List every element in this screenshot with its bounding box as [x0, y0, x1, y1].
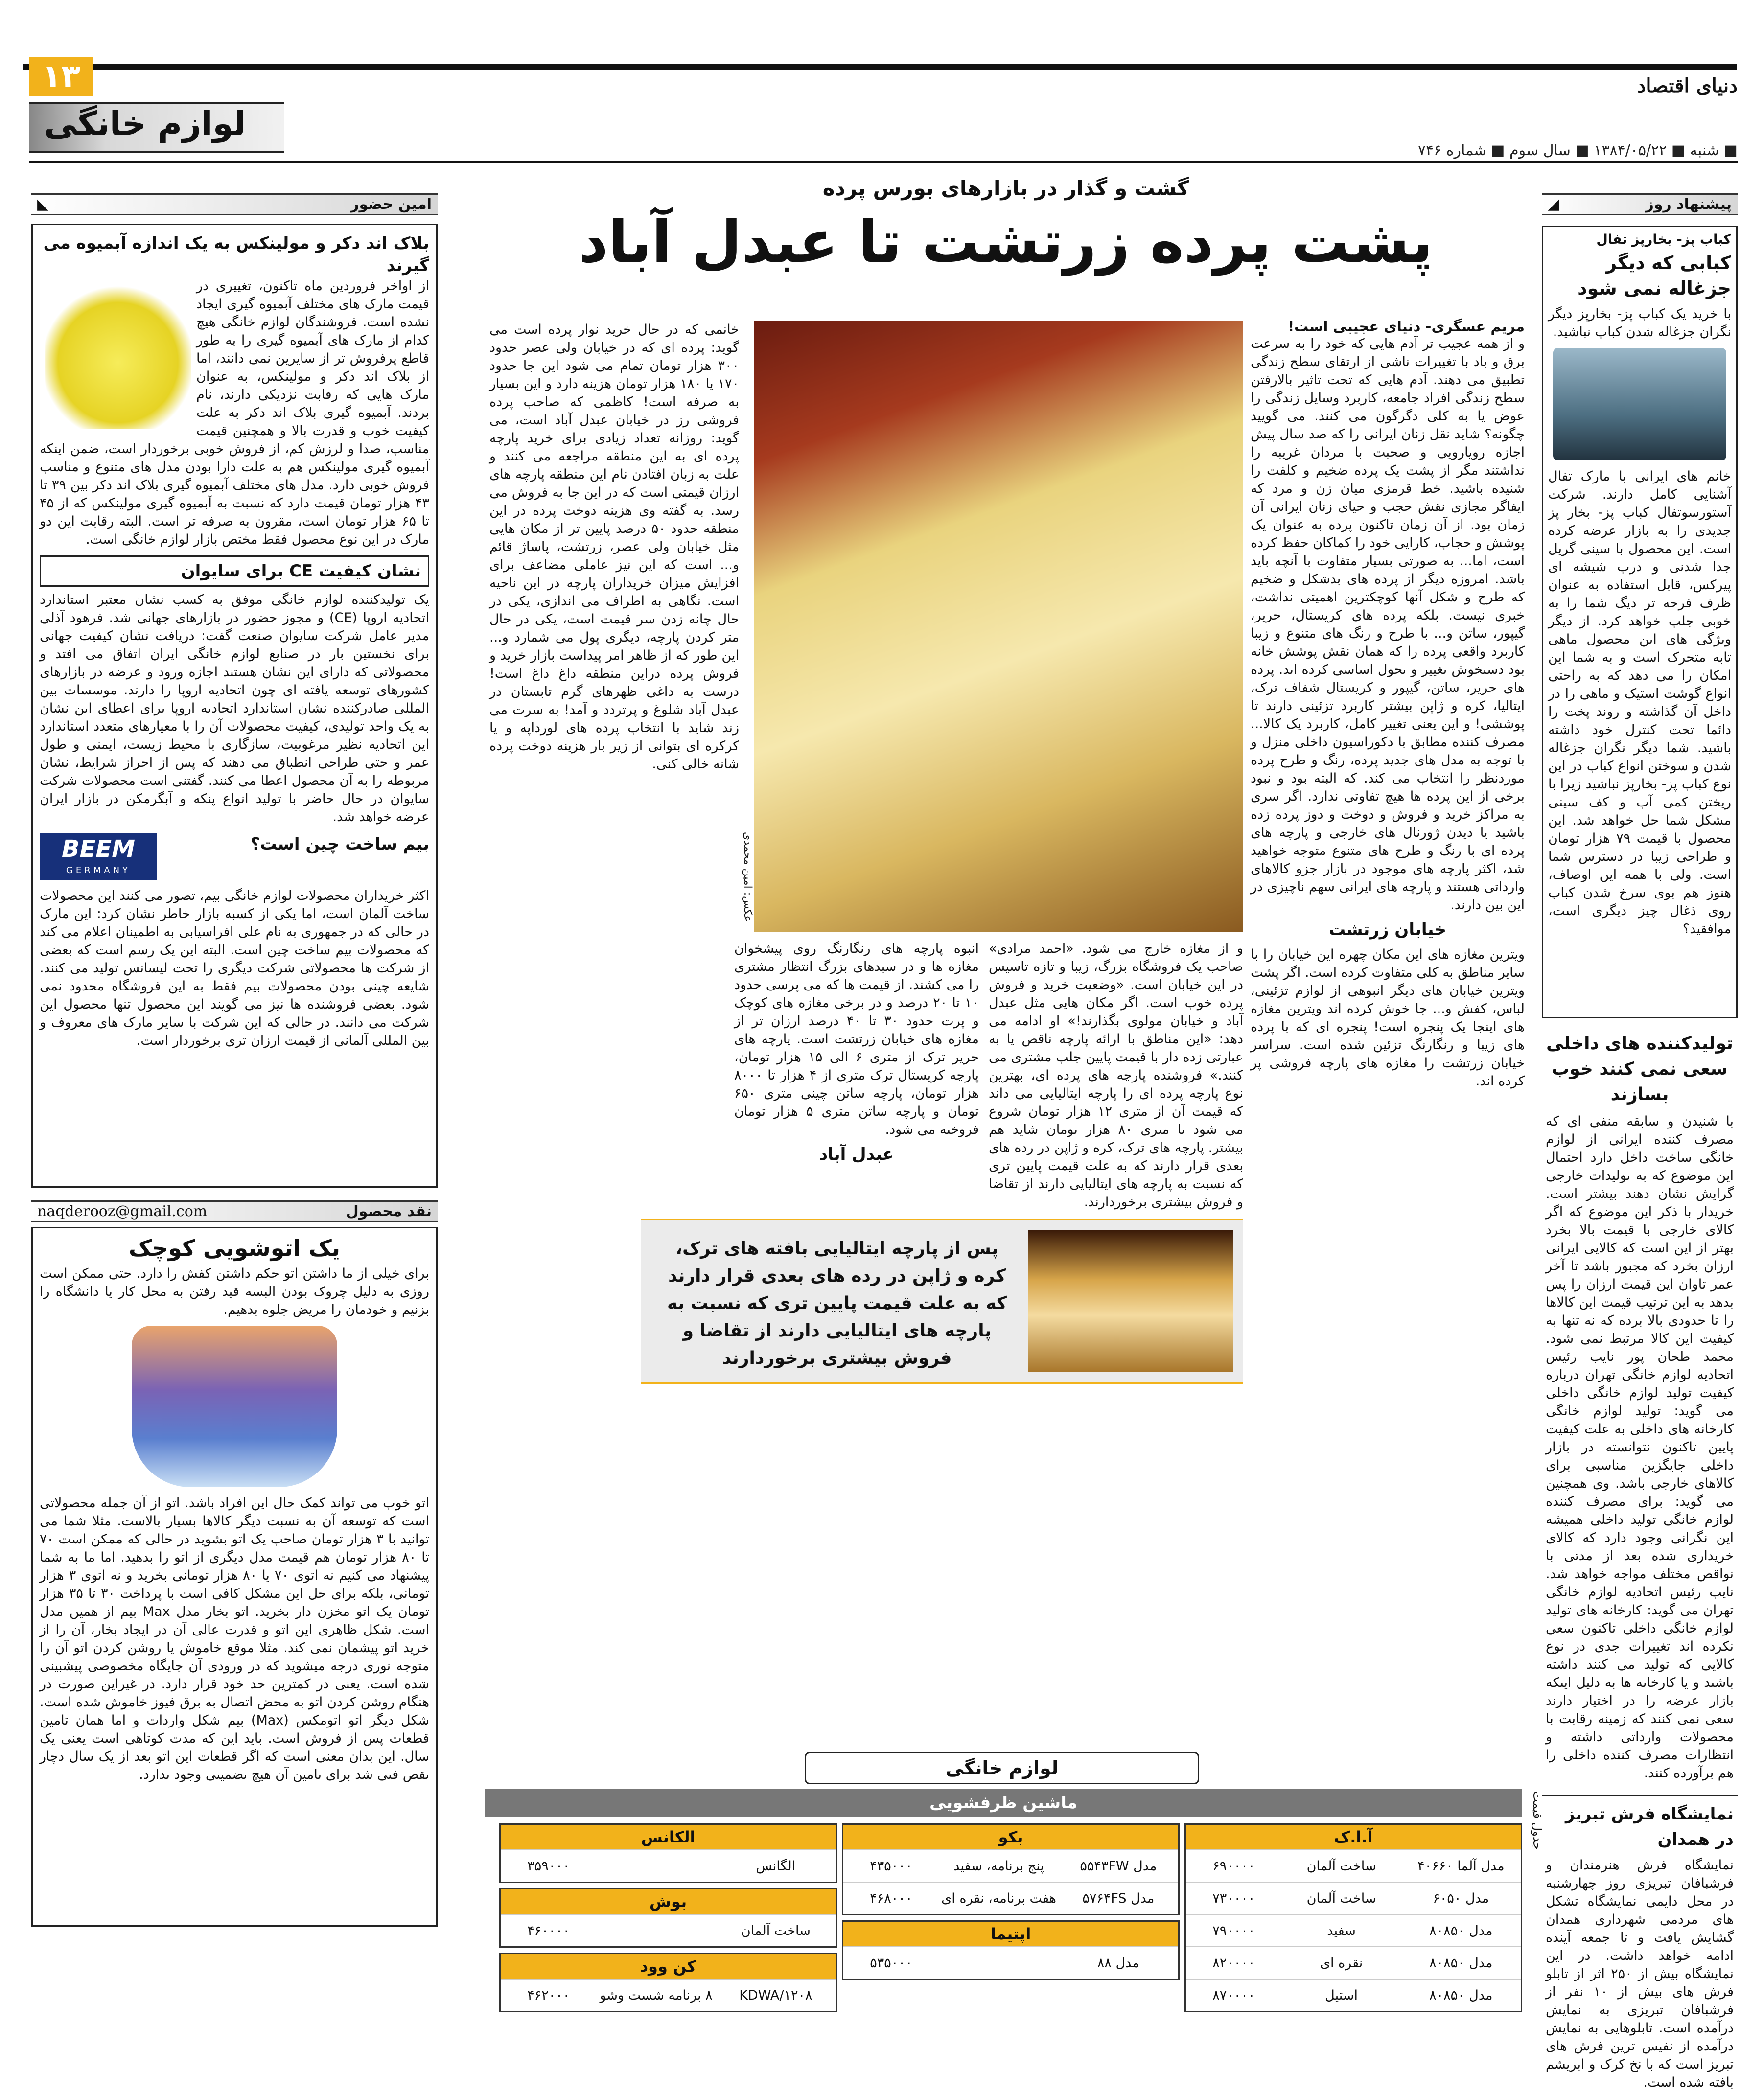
model-cell: مدل ۸۰۸۵۰ — [1429, 1923, 1493, 1938]
price-group — [842, 1823, 1180, 1915]
right-column — [1542, 193, 1738, 2092]
price-cell: ۴۶۰۰۰۰ — [527, 1923, 570, 1938]
b-title: یک اتوشویی کوچک — [128, 1235, 340, 1261]
price-row — [843, 1882, 1178, 1914]
article-col-4 — [989, 940, 1243, 1243]
price-cell: ۸۲۰۰۰۰ — [1212, 1955, 1255, 1971]
price-group-brand: اپتیما — [843, 1922, 1178, 1946]
page-number: ۱۳ — [29, 57, 93, 96]
left-column-head-2 — [31, 1200, 438, 1222]
right-column-title: پیشنهاد روز — [1645, 196, 1732, 213]
price-group-brand: بوش — [501, 1889, 836, 1914]
price-cell: ۶۹۰۰۰۰ — [1212, 1858, 1255, 1874]
price-cell: ۳۵۹۰۰۰ — [527, 1858, 570, 1874]
r1-kicker: کباب پز- بخارپز تفال — [1596, 232, 1731, 247]
right-article-1 — [1542, 226, 1738, 1018]
a2-text: یک تولیدکننده لوازم خانگی موفق به کسب نشان معتبر استاندارد اتحادیه اروپا (CE) و مجوز حضور در بازارهای جهانی شد. فرهود آذلی مدیر عامل شرکت سایوان صنعت گفت: دریافت نشان کیفیت جهانی برای نخستین بار در صنایع لوازم خانگی ایران اتفاق می افتد و محصولاتی که دارای این نشان هستند اجازه ورود و عرضه در بازارهای کشورهای توسعه یافته ای چون اتحادیه اروپا را دارند. موسسات بین المللی صادرکننده نشان استاندارد اتحادیه اروپا برای اعطای این نشان به یک واحد تولیدی، کیفیت محصولات آن را با معیارهای متعدد استاندارد این اتحادیه نظیر مرغوبیت، سازگاری با محیط زیست، ایمنی و طول عمر و حتی طراحی انطباق می دهند که پس از احراز شرایط، نشان مربوطه را به آن محصول اعطا می کنند. گفتنی است محصولات شرکت سایوان در حال حاضر با تولید انواع پنکه و آبگرمکن در بازار ایران عرضه خواهد شد. — [40, 592, 429, 825]
price-cell: ۴۳۵۰۰۰ — [870, 1858, 913, 1874]
article-col2-text: خانمی که در حال خرید نوار پرده است می گوید: پرده ای که در خیابان ولی عصر حدود ۳۰۰ هزار تومان تمام می شود این جا حدود ۱۷۰ یا ۱۸۰ هزار تومان هزینه دارد و این بسیار به صرفه است! کاظمی که صاحب پرده فروشی رز در خیابان عبدل آباد است، می گوید: روزانه تعداد زیادی برای خرید پارچه پرده ای به این منطقه مراجعه می کنند و علت به زبان افتادن نام این منطقه پارچه های ارزان قیمتی است که در این جا به فروش می رسد. به گفته وی هزینه دوخت پرده در این منطقه حدود ۵۰ درصد پایین تر از مکان هایی مثل خیابان ولی عصر، زرتشت، پاساژ قائم و... است که این نیز عاملی مضاعف برای افزایش میزان خریداران پارچه در این ناحیه است. نگاهی به اطراف می اندازی، یکی در حال چانه زدن سر قیمت است، یکی در حال متر کردن پارچه، دیگری پول می شمارد و... این طور که از ظاهر امر پیداست بازار خرید و فروش پرده دراین منطقه داغ داغ است! درست به داغی ظهرهای گرم تابستان در عبدل آباد شلوغ و پرتردد و آمد! به سرت می زند شاید با انتخاب پرده های لورداپه و یا کرکره ای بتوانی از زیر بار هزینه دوخت پرده شانه خالی کنی. — [489, 322, 740, 772]
model-cell: مدل ۸۰۸۵۰ — [1429, 1987, 1493, 2003]
left-box-2 — [31, 1227, 438, 1927]
price-group — [499, 1888, 837, 1948]
article-author: مریم عسگری- دنیای عجیبی است! — [1287, 318, 1525, 335]
grill-photo — [1553, 348, 1726, 460]
price-column — [1184, 1823, 1522, 2017]
model-cell: الگانس — [756, 1858, 796, 1874]
price-groups — [485, 1823, 1522, 2078]
right-column-head — [1542, 193, 1738, 215]
top-rule — [23, 64, 1737, 70]
quote-photo — [1028, 1230, 1233, 1372]
r3-text: نمایشگاه فرش هنرمندان و فرشبافان تبریزی روز چهارشنبه در محل دایمی نمایشگاه تشکل های مردمی شهرداری همدان گشایش یافت و تا جمعه آینده ادامه خواهد داشت. در این نمایشگاه بیش از ۲۵۰ اثر از تابلو فرش های بیش از ۱۰ نفر از فرشبافان تبریزی به نمایش درآمده است. تابلوهایی به نمایش درآمده از نفیس ترین فرش های تبریز است که با نخ کرک و ابریشم بافته شده است. — [1546, 1858, 1734, 2090]
main-article — [489, 176, 1522, 278]
article-col-2 — [489, 321, 739, 773]
right-article-2 — [1542, 1031, 1738, 1782]
model-cell: ساخت آلمان — [741, 1923, 811, 1938]
article-col1b-text: ویترین مغازه های این مکان چهره این خیابان را با سایر مناطق به کلی متفاوت کرده است. اگر پشت ویترین خیابان های دیگر انبوهی از لوازم تزئینی، لباس، کفش و... جا خوش کرده اند ویترین مغازه های اینجا یک پنجره است! پنجره ای که با پرده های زیبا و رنگارنگ تزئین شده است. سراسر خیابان زرتشت را مغازه های پارچه فروشی پر کرده اند. — [1251, 947, 1525, 1089]
subhead-abdolabad: عبدل آباد — [819, 1145, 894, 1164]
issue-line: ■ شنبه ■ ۱۳۸۴/۰۵/۲۲ ■ سال سوم ■ شماره ۷۴۶ — [1417, 142, 1738, 159]
article-title: پشت پرده زرتشت تا عبدل آباد — [579, 208, 1433, 276]
price-cell: ۷۳۰۰۰۰ — [1212, 1890, 1255, 1906]
price-row — [1186, 1882, 1521, 1914]
price-row — [501, 1979, 836, 2011]
product-review-title: نقد محصول — [346, 1203, 432, 1220]
model-cell: مدل ۸۸ — [1097, 1955, 1139, 1971]
photo-credit: عکس: امین محمدی — [742, 832, 754, 922]
model-cell: مدل ۶۰۵۰ — [1433, 1890, 1489, 1906]
price-table — [485, 1752, 1522, 2080]
model-cell: مدل ۵۵۴۳FW — [1080, 1858, 1157, 1874]
header-rule — [29, 161, 1738, 163]
iron-photo — [132, 1326, 337, 1487]
left-box-1 — [31, 224, 438, 1188]
model-cell: هفت برنامه، نقره ای — [941, 1890, 1056, 1906]
left-column-title: امین حضور — [350, 196, 432, 213]
price-cell: ۷۹۰۰۰۰ — [1212, 1923, 1255, 1938]
r2-title: تولیدکننده های داخلی سعی نمی کنند خوب بسازند — [1546, 1034, 1733, 1105]
price-side-label: جدول قیمت — [1531, 1791, 1544, 1850]
r3-title: نمایشگاه فرش تبریز در همدان — [1565, 1804, 1734, 1849]
section-title: لوازم خانگی — [44, 105, 246, 143]
r1-intro: با خرید یک کباب پز- بخارپز دیگر نگران جزغاله شدن کباب نباشید. — [1548, 306, 1731, 340]
price-row — [843, 1849, 1178, 1882]
model-cell: ۸ برنامه شست وشو — [600, 1987, 713, 2003]
corner-ornament-icon: ◣ — [37, 196, 49, 213]
price-group — [842, 1920, 1180, 1980]
r2-text: با شنیدن و سابقه منفی ای که مصرف کننده ایرانی از لوازم خانگی ساخت داخل دارد احتمال این موضوع که به تولیدات خارجی گرایش نشان دهند بیشتر است. خریدار با ذکر این موضوع که اگر کالای خارجی با قیمت بالا بخرد بهتر از این است که کالایی ایرانی ارزان بخرد که مجبور باشد تا آخر عمر تاوان این قیمت ارزان را پس بدهد به این ترتیب قیمت این کالاها را تا حدودی بالا برده که نه تنها به کیفیت این کالا مرتبط نمی شود. محمد طحان پور نایب رئیس اتحادیه لوازم خانگی تهران درباره کیفیت تولید لوازم خانگی داخلی می گوید: تولید لوازم خانگی کارخانه های داخلی به علت کیفیت پایین تاکنون نتوانسته در بازار داخلی جایگزین مناسبی برای کالاهای خارجی باشد. وی همچنین می گوید: برای مصرف کننده لوازم خانگی تولید داخلی همیشه این نگرانی وجود دارد که کالای خریداری شده بعد از مدتی با نواقص مختلف مواجه خواهد شد. نایب رئیس اتحادیه لوازم خانگی تهران می گوید: کارخانه های تولید لوازم خانگی داخلی تاکنون سعی نکرده اند تغییرات جدی در نوع کالایی که تولید می کنند داشته باشند و یا کارخانه ها به دلیل اینکه بازار عرضه را در اختیار دارند سعی نمی کنند که زمینه رقابت با محصولات وارداتی داشته و انتظارات مصرف کننده داخلی را هم برآورده کنند. — [1546, 1114, 1734, 1781]
model-cell: مدل ۵۷۶۴FS — [1082, 1890, 1155, 1906]
b-intro: برای خیلی از ما داشتن اتو حکم داشتن کفش را دارد. حتی ممکن است روزی به دلیل چروک بودن البسه قید رفتن به محل کار یا دانشگاه را بزنیم و خودمان را مریض جلوه بدهیم. — [40, 1266, 429, 1317]
beem-header — [40, 833, 429, 882]
a3-title: بیم ساخت چین است؟ — [250, 834, 429, 854]
model-cell: ساخت آلمان — [1306, 1890, 1376, 1906]
price-group-brand: کن وود — [501, 1954, 836, 1979]
price-row — [501, 1849, 836, 1882]
pull-quote-box — [641, 1219, 1243, 1384]
article-col1-text: و از همه عجیب تر آدم هایی که خود را به سرعت برق و باد با تغییرات ناشی از ارتقای سطح زندگی تطبیق می دهند. آدم هایی که تحت تاثیر بالارفتن سطح زندگی افراد جامعه، کاربرد وسایل زندگی را عوض یا به کلی دگرگون می کنند. می گویید چگونه؟ شاید نقل زنان ایرانی را که صد سال پیش اجازه رویارویی و صحبت با مردان غریبه را نداشتند مگر از پشت یک پرده ضخیم و کلفت را شنیده باشید. خط قرمزی میان زن و مرد که ایفاگر مجازی نقش حجب و حیای زنان ایرانی آن زمان بود. از آن زمان تاکنون پرده به عنوان یک پوشش و حجاب، کارایی خود را کماکان حفظ کرده است، اما... به صورتی بسیار متفاوت با آنچه باید باشد. امروزه دیگر از پرده های بدشکل و ضخیم که طرح و شکل آنها کوچکترین اهمیتی نداشت، خبری نیست. بلکه پرده های کریستال، حریر، گیپور، ساتن و... با طرح و رنگ های متنوع و زیبا کاربرد واقعی پرده را که همان نقش پوشش خانه بود دستخوش تغییر و تحول اساسی کرده اند. پرده های حریر، ساتن، گیپور و کریستال شفاف ترک، ایتالیا، کره و ژاپن بیشتر کاربرد تزئینی دارند تا پوششی! و این یعنی تغییر کامل، کاربرد یک کالا... مصرف کننده مطابق با دکوراسیون داخلی منزل و با توجه به مدل های جدید پرده، رنگ و طرح پرده موردنظر را انتخاب می کند. که البته بود و نبود برخی از این پرده ها هیچ تفاوتی ندارد. اگر سری به مراکز خرید و فروش و دوخت و دوز پرده زده باشید یا دیدن ژورنال های خارجی و پارچه های پرده ای با رنگ و طرح های متنوع متوجه خواهید شد، اکثر پارچه های موجود در بازار جزو کالاهای وارداتی هستند و پارچه های ایرانی سهم ناچیزی در این بین دارند. — [1251, 336, 1525, 913]
price-group-brand: آ.ا.ک — [1186, 1825, 1521, 1849]
model-cell: ساخت آلمان — [1306, 1858, 1376, 1874]
price-column — [842, 1823, 1180, 1985]
price-row — [1186, 1946, 1521, 1979]
pull-quote: پس از پارچه ایتالیایی بافته های ترک، کره و ژاپن در رده های بعدی قرار دارند که به علت قیمت پایین تری که نسبت به پارچه های ایتالیایی دارند از تقاضا و فروش بیشتری برخوردارند — [667, 1239, 1007, 1368]
price-table-title: لوازم خانگی — [805, 1752, 1199, 1784]
model-cell: مدل ۸۰۸۵۰ — [1429, 1955, 1493, 1971]
r1-title: کبابی که دیگر جزغاله نمی شود — [1578, 252, 1731, 299]
article-col-3 — [734, 940, 979, 1170]
model-cell: نقره ای — [1320, 1955, 1363, 1971]
r1-text: خانم های ایرانی با مارک تفال آشنایی کامل دارند. شرکت آستورسوتفال کباب پز- بخار پز جدیدی را به بازار عرضه کرده است. این محصول با سینی گریل جدا شدنی و درب شیشه ای پیرکس، قابل استفاده به عنوان ظرف فرحه تر دیگ شما را به خوبی جلب خواهد کرد. از دیگر ویژگی های این محصول ماهی تابه متحرک است و به شما این امکان را می دهد که به راحتی انواع گوشت استیک و ماهی را در داخل آن گذاشته و روند پخت را دائما تحت کنترل خود داشته باشید. شما دیگر نگران جزغاله شدن و سوختن انواع کباب در این نوع کباب پز- بخارپز نباشید زیرا با ریختن کمی آب و کف سینی مشکل شما حل خواهد شد. این محصول با قیمت ۷۹ هزار تومان و طراحی زیبا در دسترس شما است. ولی با همه این اوصاف، هنوز هم بوی سرخ شدن کباب روی ذغال چیز دیگری است، موافقید؟ — [1548, 469, 1731, 937]
article-col-1 — [1251, 318, 1525, 1090]
price-cell: ۴۶۸۰۰۰ — [870, 1890, 913, 1906]
price-cell: ۸۷۰۰۰۰ — [1212, 1987, 1255, 2003]
price-cell: ۴۶۲۰۰۰ — [527, 1987, 570, 2003]
a2-title: نشان کیفیت CE برای سایوان — [40, 555, 429, 587]
price-group-brand: بکو — [843, 1825, 1178, 1849]
model-cell: پنج برنامه، سفید — [953, 1858, 1044, 1874]
b-text: اتو خوب می تواند کمک حال این افراد باشد. اتو از آن جمله محصولاتی است که توسعه آن به نسبت دیگر کالاها بسیار بالاست. مثلا شما می توانید با ۳ هزار تومان صاحب یک اتو بشوید در حالی که ممکن است ۷۰ تا ۸۰ هزار تومان هم قیمت مدل دیگری از اتو را بدهید. اما ما به شما پیشنهاد می کنیم نه اتوی ۷۰ یا ۸۰ هزار تومانی بخرید و نه اتوی ۳ هزار تومانی، بلکه برای حل این مشکل کافی است با پرداخت ۳۰ تا ۳۵ هزار تومان یک اتو مخزن دار بخرید. اتو بخار مدل Max بیم از همین مدل است. شکل ظاهری این اتو و قدرت عالی آن در ایجاد بخار، آن را از خرید اتو پیشمان نمی کند. مثلا موقع خاموش یا روشن کردن اتو آن را متوجه نوری درجه میشوید که در ورودی آن جایگاه مخصوصی پیشبینی شده است. یعنی در کمترین حد خود قرار دارد. در غیراین صورت در هنگام روشن کردن اتو به محض اتصال به برق فیوز خاموش شده است. شکل دیگر اتو اتومکس (Max) بیم شکل واردات و اما همان تامین قطعات پس از فروش است. باید این که مدت کوتاهی است یعنی یک سال. این بدان معنی است که اگر قطعات این اتو بعد از یک سال دچار نقص فنی شد برای تامین آن هیچ تضمینی وجود ندارد. — [40, 1496, 430, 1782]
price-group — [1184, 1823, 1522, 2012]
price-row — [501, 1914, 836, 1946]
price-cell: ۵۳۵۰۰۰ — [870, 1955, 913, 1971]
corner-ornament-icon: ◢ — [1548, 196, 1559, 213]
left-column-head — [31, 193, 438, 215]
price-table-subtitle: ماشین ظرفشویی — [485, 1789, 1522, 1817]
left-column — [31, 193, 438, 1927]
email-link[interactable]: naqderooz@gmail.com — [37, 1203, 208, 1220]
newspaper-logo: دنیای اقتصاد — [1637, 74, 1738, 97]
a3-text: اکثر خریداران محصولات لوازم خانگی بیم، تصور می کنند این محصولات ساخت آلمان است، اما یکی از کسبه بازار خاطر نشان کرد: این مارک در حالی که در جمهوری به نام علی افراسیابی به اطمینان اعلام می کند که محصولات بیم ساخت چین است. البته این یک رسم است که بعضی از شرکت ها محصولاتی شرکت دیگری را تحت لیسانس تولید می کنند. شایعه چینی بودن محصولات بیم فقط به این فروشگاه محدود نمی شود. بعضی فروشنده ها نیز می گویند این محصول تنها محصول این شرکت می دانند. در حالی که این شرکت با سایر مارک های معروف و بین المللی آلمانی از قیمت ارزان تری برخوردار است. — [40, 888, 429, 1048]
juicer-photo — [45, 282, 191, 429]
price-row — [1186, 1979, 1521, 2011]
price-group-brand: الکانس — [501, 1825, 836, 1849]
article-kicker: گشت و گذار در بازارهای بورس پرده — [822, 176, 1189, 200]
price-group — [499, 1823, 837, 1883]
price-row — [1186, 1914, 1521, 1946]
price-group — [499, 1953, 837, 2012]
curtain-photo — [754, 321, 1243, 932]
price-row — [843, 1946, 1178, 1979]
model-cell: سفید — [1327, 1923, 1356, 1938]
a1-text: از اواخر فروردین ماه تاکنون، تغییری در قیمت مارک های مختلف آبمیوه گیری ایجاد نشده است. فروشندگان لوازم خانگی هیچ کدام از مارک های آبمیوه گیری را به طور قاطع پرفروش تر از سایرین نمی دانند، اما از بلاک اند دکر و مولینکس، به عنوان مارک هایی که رقابت نزدیکی دارند، نام بردند. آبمیوه گیری بلاک اند دکر به علت کیفیت خوب و قدرت بالا و همچنین قیمت مناسب، صدا و لرزش کم، از فروش خوبی برخوردار است، ضمن اینکه آبمیوه گیری مولینکس هم به علت دارا بودن مدل های متنوع و مناسب فروش خوبی دارد. مدل های مختلف آبمیوه گیری بلاک اند دکر بین ۳۹ تا ۴۳ هزار تومان قیمت دارد که نسبت به آبمیوه گیری مولینکس که از ۴۵ تا ۶۵ هزار تومان است، مقرون به صرفه تر است. البته رقابت این دو مارک در این نوع محصول فقط مختص بازار لوازم خانگی است. — [40, 278, 430, 547]
beem-logo: BEEM GERMANY — [40, 833, 157, 880]
subhead-zartosht: خیابان زرتشت — [1328, 920, 1447, 940]
model-cell: مدل آلما ۴۰۶۶۰ — [1417, 1858, 1505, 1874]
article-col3-text: انبوه پارچه های رنگارنگ روی پیشخوان مغازه ها و در سبدهای بزرگ انتظار مشتری را می کشند. از قیمت ها که می پرسی حدود ۱۰ تا ۲۰ درصد و در برخی مغازه های کوچک و پرت حدود ۳۰ تا ۴۰ درصد ارزان تر از مغازه های خیابان زرتشت است. پارچه های حریر ترک از متری ۶ الی ۱۵ هزار تومان، پارچه کریستال ترک متری از ۴ هزار تا ۸۰۰۰ هزار تومان، پارچه ساتن چینی متری ۶۵۰ تومان و پارچه ساتن متری ۵ هزار تومان فروخته می شود. — [734, 941, 979, 1137]
model-cell: KDWA/۱۲۰۸ — [739, 1987, 812, 2003]
price-column — [499, 1823, 837, 2017]
price-row — [1186, 1849, 1521, 1882]
a1-title: بلاک اند دکر و مولینکس به یک اندازه آبمیوه می گیرند — [43, 233, 429, 276]
right-article-3 — [1542, 1795, 1738, 2092]
article-col4-text: و از مغازه خارج می شود. «احمد مرادی» صاحب یک فروشگاه بزرگ، زیبا و تازه تاسیس در این خیابان است. «وضعیت خرید و فروش پرده خوب است. اگر مکان هایی مثل عبدل آباد و خیابان مولوی بگذارند!» او ادامه می دهد: «این مناطق با ارائه پارچه ناقص یا به عبارتی زده دار با قیمت پایین جلب مشتری می کنند.» فروشنده پارچه های پرده ای، بهترین نوع پارچه پرده ای را پارچه ایتالیایی می داند که قیمت آن از متری ۱۲ هزار تومان شروع می شود تا متری ۸۰ هزار تومان شاید هم بیشتر. پارچه های ترک، کره و ژاپن در رده های بعدی قرار دارند که به علت قیمت پایین تری که نسبت به پارچه های ایتالیایی دارند از تقاضا و فروش بیشتری برخوردارند. — [989, 941, 1243, 1210]
model-cell: استیل — [1325, 1987, 1358, 2003]
